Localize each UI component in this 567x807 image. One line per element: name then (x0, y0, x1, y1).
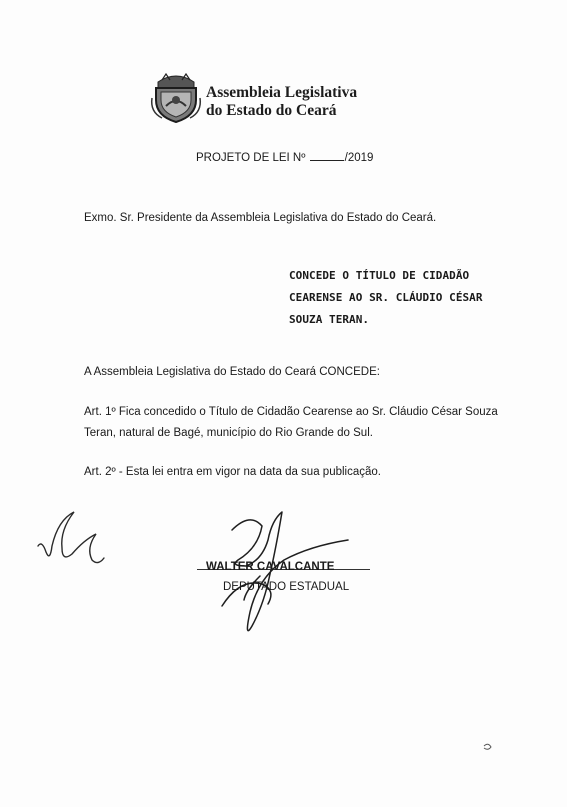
article-1-line-1: Art. 1º Fica concedido o Título de Cidadão Cearense ao Sr. Cláudio César Souza (84, 406, 498, 418)
signer-role: DEPUTADO ESTADUAL (223, 581, 350, 593)
ementa-line-2: CEARENSE AO SR. CLÁUDIO CÉSAR (289, 291, 483, 304)
institution-line-1: Assembleia Legislativa (206, 84, 358, 101)
ementa-line-1: CONCEDE O TÍTULO DE CIDADÃO (289, 269, 470, 282)
article-2: Art. 2º - Esta lei entra em vigor na data da sua publicação. (84, 466, 381, 478)
signature-block (206, 557, 349, 597)
signer-name: WALTER CAVALCANTE (206, 561, 335, 573)
bill-suffix: /2019 (344, 152, 374, 164)
decree-paragraph: A Assembleia Legislativa do Estado do Ceará CONCEDE: (84, 366, 380, 378)
ementa-line-3: SOUZA TERAN. (289, 313, 370, 326)
initials-signature (38, 512, 104, 563)
institution-line-2: do Estado do Ceará (206, 102, 337, 119)
corner-mark (484, 744, 491, 749)
article-1-line-2: Teran, natural de Bagé, município do Rio Grande do Sul. (84, 427, 373, 439)
bill-prefix: PROJETO DE LEI Nº (196, 152, 309, 164)
salutation: Exmo. Sr. Presidente da Assembleia Legislativa do Estado do Ceará. (84, 212, 437, 224)
